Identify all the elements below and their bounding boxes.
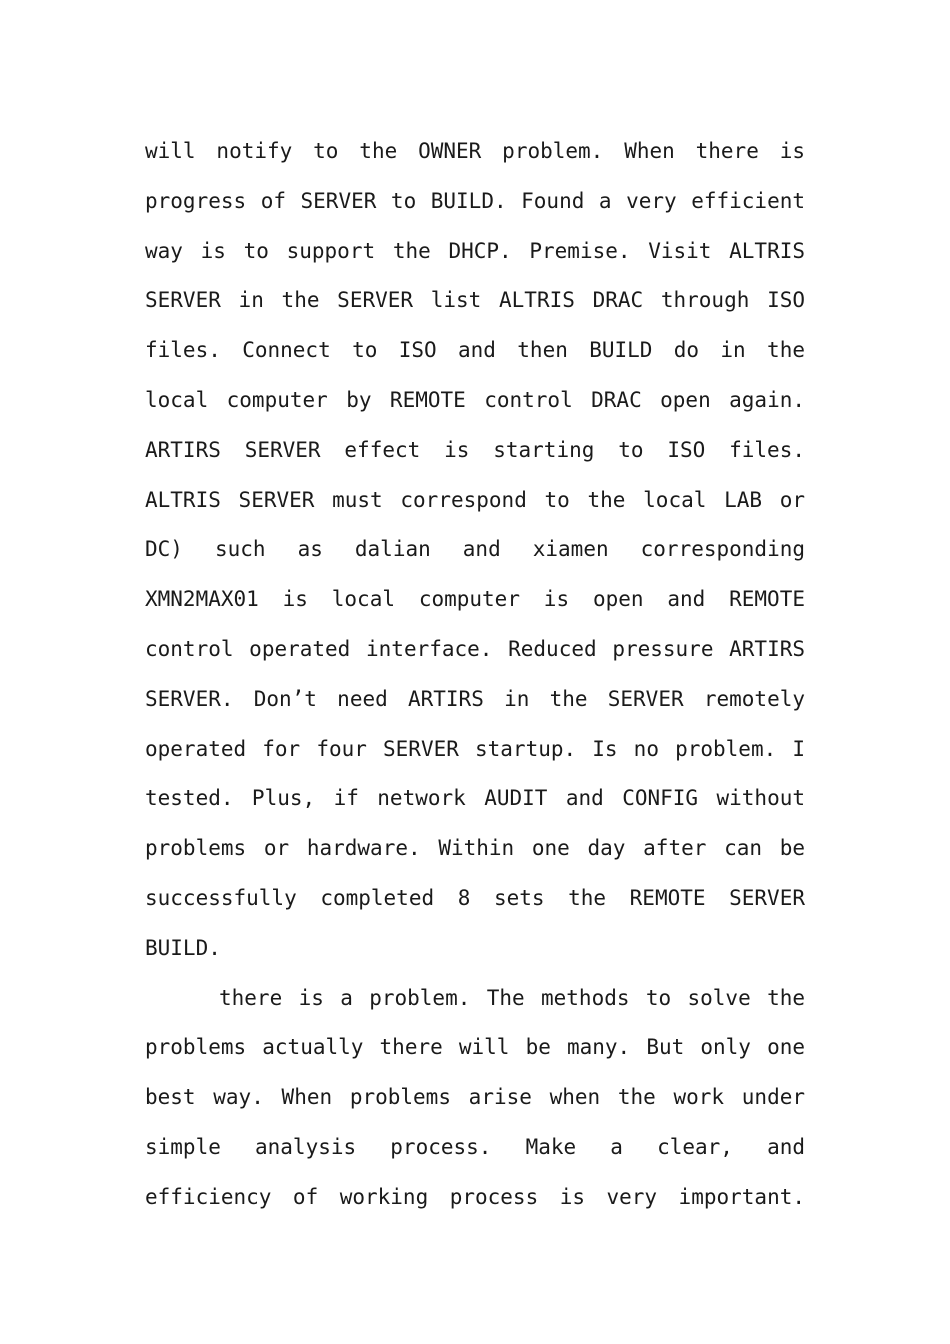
- text-line: ARTIRS SERVER effect is starting to ISO files.: [145, 437, 805, 462]
- text-line: successfully completed 8 sets the REMOTE SERVER: [145, 885, 805, 910]
- text-line: SERVER in the SERVER list ALTRIS DRAC through ISO: [145, 288, 805, 313]
- text-line: DC) such as dalian and xiamen corresponding: [145, 537, 805, 562]
- text-line: way is to support the DHCP. Premise. Visit ALTRIS: [145, 238, 805, 263]
- paragraph-1: [145, 127, 805, 974]
- text-line: there is a problem. The methods to solve the: [219, 985, 805, 1010]
- text-line: operated for four SERVER startup. Is no problem. I: [145, 736, 805, 761]
- text-line: simple analysis process. Make a clear, and: [145, 1134, 805, 1159]
- text-line: local computer by REMOTE control DRAC open again.: [145, 387, 805, 412]
- text-line: tested. Plus, if network AUDIT and CONFIG without: [145, 786, 805, 811]
- body-text: [145, 127, 805, 1223]
- text-line: ALTRIS SERVER must correspond to the local LAB or: [145, 487, 805, 512]
- text-line: SERVER. Don’t need ARTIRS in the SERVER remotely: [145, 686, 805, 711]
- paragraph-2: [145, 974, 805, 1223]
- text-line: will notify to the OWNER problem. When there is: [145, 139, 805, 163]
- text-line: problems or hardware. Within one day after can be: [145, 836, 805, 861]
- text-line: efficiency of working process is very important.: [145, 1184, 805, 1209]
- text-line: problems actually there will be many. But only one: [145, 1035, 805, 1060]
- text-line: files. Connect to ISO and then BUILD do in the: [145, 338, 805, 363]
- text-line: progress of SERVER to BUILD. Found a very efficient: [145, 188, 805, 213]
- text-line: XMN2MAX01 is local computer is open and REMOTE: [145, 587, 805, 612]
- text-line: best way. When problems arise when the work under: [145, 1085, 805, 1110]
- text-line: BUILD.: [145, 935, 221, 960]
- text-line: control operated interface. Reduced pressure ARTIRS: [145, 636, 805, 661]
